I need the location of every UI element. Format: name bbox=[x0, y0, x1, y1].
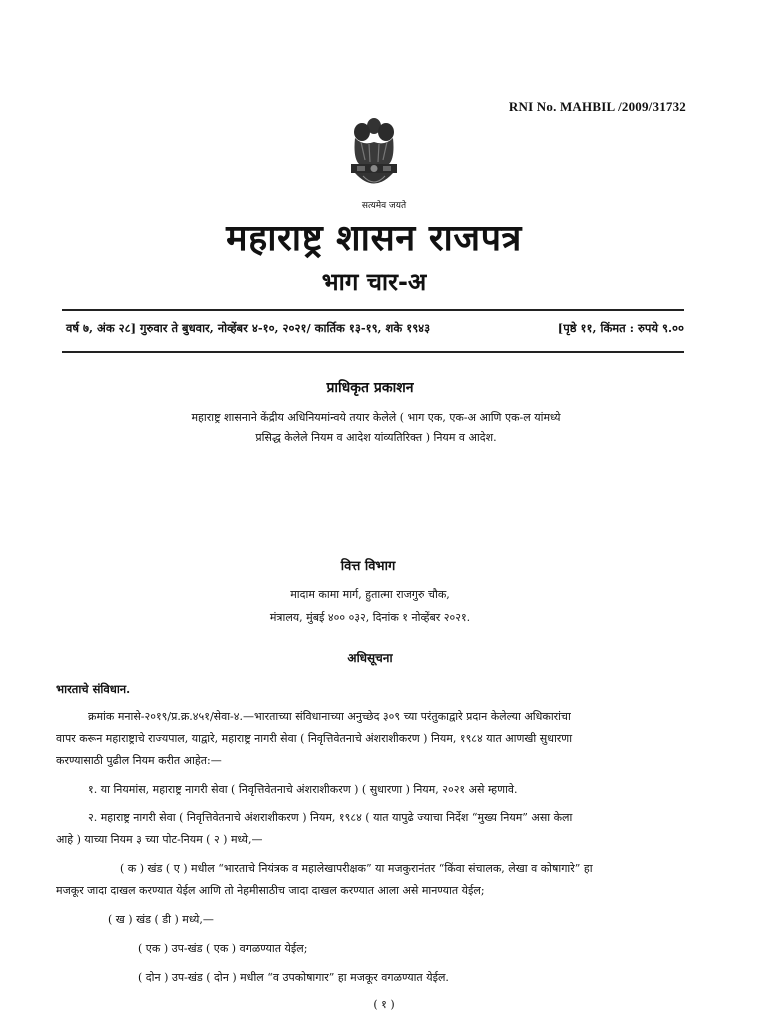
top-divider bbox=[62, 309, 684, 311]
gazette-part: भाग चार-अ bbox=[321, 268, 427, 296]
emblem-motto: सत्यमेव जयते bbox=[361, 201, 407, 211]
para1-line1: क्रमांक मनासे-२०१९/प्र.क्र.४५१/सेवा-४.—भारताच्या संविधानाच्या अनुच्छेद ३०९ च्या परंतुकाद्वारे प्रदान केलेल्या अधिकारांचा bbox=[88, 710, 571, 723]
sub-clause-one: ( एक ) उप-खंड ( एक ) वगळण्यात येईल; bbox=[138, 942, 308, 955]
rule-item-1: १. या नियमांस, महाराष्ट्र नागरी सेवा ( निवृत्तिवेतनाचे अंशराशीकरण ) ( सुधारणा ) नियम, २०२१ असे म्हणावे. bbox=[88, 783, 518, 796]
national-emblem bbox=[341, 112, 407, 212]
page-number: ( १ ) bbox=[373, 998, 395, 1011]
department-address-line2: मंत्रालय, मुंबई ४०० ०३२, दिनांक १ नोव्हेंबर २०२१. bbox=[269, 611, 471, 624]
issue-details: वर्ष ७, अंक २८] गुरुवार ते बुधवार, नोव्हेंबर ४-१०, २०२१/ कार्तिक १३-१९, शके १९४३ bbox=[66, 321, 431, 335]
clause-a-line1: ( क ) खंड ( ए ) मधील “भारताचे नियंत्रक व महालेखापरीक्षक” या मजकुरानंतर “किंवा संचालक, लेखा व कोषागारे” हा bbox=[120, 862, 593, 875]
publication-description-line1: महाराष्ट्र शासनाने केंद्रीय अधिनियमांन्वये तयार केलेले ( भाग एक, एक-अ आणि एक-ल यांमध्ये bbox=[191, 411, 561, 424]
department-address-line1: मादाम कामा मार्ग, हुतात्मा राजगुरु चौक, bbox=[290, 588, 450, 601]
publication-heading: प्राधिकृत प्रकाशन bbox=[326, 380, 414, 396]
rni-number: RNI No. MAHBIL /2009/31732 bbox=[508, 99, 686, 114]
notification-heading: अधिसूचना bbox=[347, 651, 393, 665]
sub-clause-two: ( दोन ) उप-खंड ( दोन ) मधील “व उपकोषागार” हा मजकूर वगळण्यात येईल. bbox=[138, 971, 449, 984]
gazette-title: महाराष्ट्र शासन राजपत्र bbox=[226, 218, 522, 259]
para1-line2: वापर करून महाराष्ट्राचे राज्यपाल, याद्वारे, महाराष्ट्र नागरी सेवा ( निवृत्तिवेतनाचे अंशराशीकरण ) नियम, १९८४ यात आणखी सुधारणा bbox=[56, 732, 573, 745]
para1-line3: करण्यासाठी पुढील नियम करीत आहेत:— bbox=[56, 754, 222, 767]
bottom-divider bbox=[62, 351, 684, 353]
clause-a-line2: मजकूर जादा दाखल करण्यात येईल आणि तो नेहमीसाठीच जादा दाखल करण्यात आला असे मानण्यात येईल; bbox=[56, 884, 485, 897]
constitution-label: भारताचे संविधान. bbox=[56, 682, 131, 696]
department-name: वित्त विभाग bbox=[340, 559, 396, 574]
rule-item-2-line2: आहे ) याच्या नियम ३ च्या पोट-नियम ( २ ) मध्ये,— bbox=[56, 833, 263, 846]
rule-item-2-line1: २. महाराष्ट्र नागरी सेवा ( निवृत्तिवेतनाचे अंशराशीकरण ) नियम, १९८४ ( यात यापुढे ज्याचा निर्देश “मुख्य नियम” असा केला bbox=[88, 811, 573, 824]
clause-b: ( ख ) खंड ( डी ) मध्ये,— bbox=[108, 913, 214, 926]
publication-description-line2: प्रसिद्ध केलेले नियम व आदेश यांव्यतिरिक्त ) नियम व आदेश. bbox=[255, 431, 497, 444]
page-price: [पृष्ठे ११, किंमत : रुपये ९.०० bbox=[557, 321, 684, 335]
lion-capital-emblem-icon bbox=[341, 112, 407, 200]
